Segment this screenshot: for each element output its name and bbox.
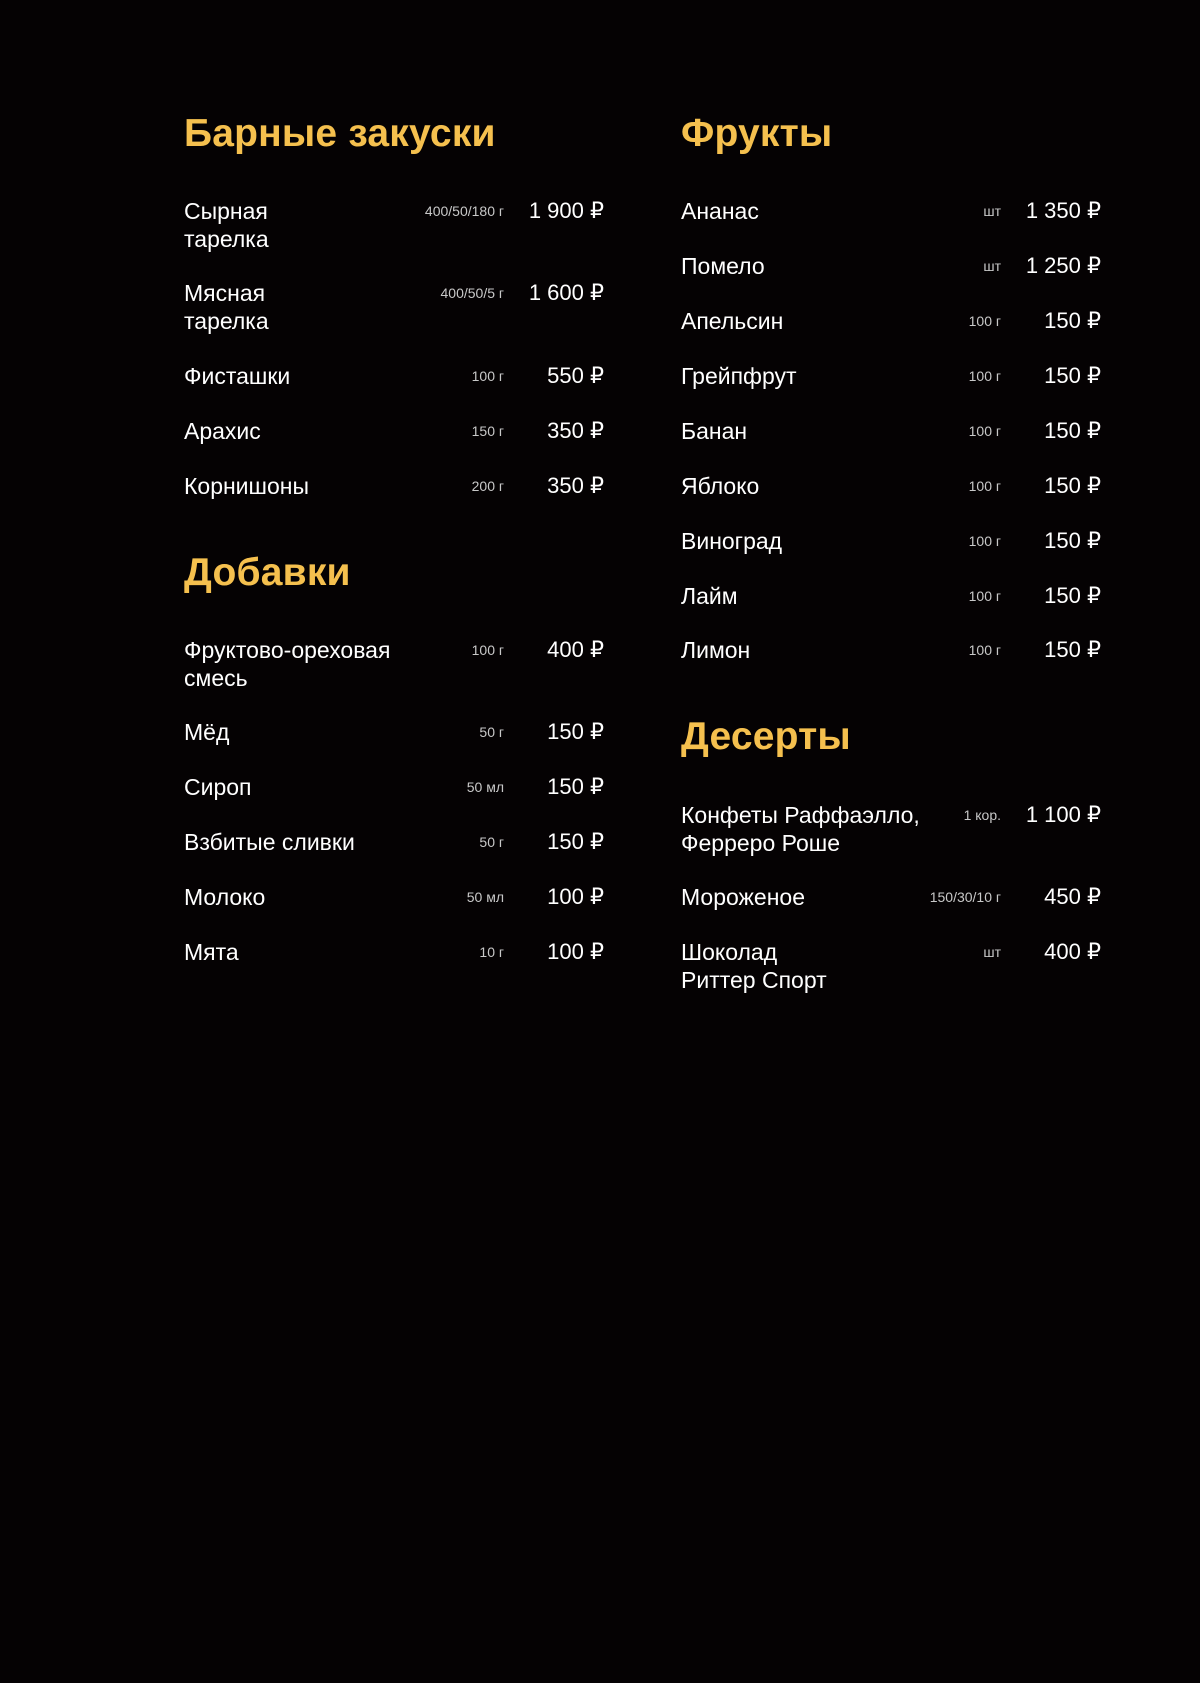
item-price: 1 350 ₽ — [1025, 198, 1101, 223]
item-weight: шт — [983, 944, 1001, 960]
item-name: Апельсин — [681, 308, 784, 334]
item-name: Шоколад Риттер Спорт — [681, 939, 827, 993]
item-weight: 50 г — [479, 724, 504, 740]
item-price: 150 ₽ — [1044, 528, 1101, 553]
menu-item — [184, 636, 604, 696]
menu-item — [184, 279, 604, 339]
item-weight: 200 г — [471, 478, 504, 494]
item-price: 150 ₽ — [1044, 637, 1101, 662]
item-price: 150 ₽ — [1044, 308, 1101, 333]
section-title-fruits: Фрукты — [681, 112, 833, 155]
menu-item — [184, 718, 604, 778]
item-price: 350 ₽ — [547, 418, 604, 443]
item-name: Помело — [681, 253, 765, 279]
item-name: Мороженое — [681, 884, 805, 910]
item-weight: 50 мл — [466, 779, 504, 795]
item-weight: 100 г — [968, 368, 1001, 384]
item-name: Лайм — [681, 583, 738, 609]
item-weight: 100 г — [968, 533, 1001, 549]
item-weight: 150 г — [471, 423, 504, 439]
menu-item — [681, 197, 1101, 257]
menu-item — [681, 252, 1101, 312]
item-weight: 100 г — [471, 642, 504, 658]
menu-item — [184, 773, 604, 833]
menu-item — [184, 197, 604, 257]
item-price: 150 ₽ — [1044, 583, 1101, 608]
menu-item — [681, 938, 1101, 998]
menu-item — [184, 417, 604, 477]
item-price: 400 ₽ — [1044, 939, 1101, 964]
item-price: 100 ₽ — [547, 884, 604, 909]
item-name: Арахис — [184, 418, 261, 444]
item-weight: 50 мл — [466, 889, 504, 905]
item-weight: 150/30/10 г — [929, 889, 1001, 905]
item-name: Ананас — [681, 198, 759, 224]
menu-item — [681, 307, 1101, 367]
item-name: Корнишоны — [184, 473, 310, 499]
menu-item — [681, 883, 1101, 943]
item-price: 150 ₽ — [1044, 363, 1101, 388]
section-title-additions: Добавки — [184, 551, 351, 594]
item-name: Грейпфрут — [681, 363, 797, 389]
item-weight: 10 г — [479, 944, 504, 960]
item-price: 350 ₽ — [547, 473, 604, 498]
item-weight: 100 г — [968, 423, 1001, 439]
item-price: 150 ₽ — [1044, 418, 1101, 443]
menu-item — [681, 636, 1101, 696]
item-weight: шт — [983, 258, 1001, 274]
item-price: 150 ₽ — [547, 829, 604, 854]
item-name: Сироп — [184, 774, 252, 800]
item-weight: 100 г — [968, 588, 1001, 604]
item-name: Взбитые сливки — [184, 829, 355, 855]
item-weight: 100 г — [968, 313, 1001, 329]
menu-item — [681, 362, 1101, 422]
item-price: 150 ₽ — [1044, 473, 1101, 498]
item-name: Фисташки — [184, 363, 291, 389]
item-name: Мёд — [184, 719, 230, 745]
menu-item — [184, 472, 604, 532]
item-name: Конфеты Раффаэлло, Ферреро Роше — [681, 802, 920, 856]
item-name: Банан — [681, 418, 748, 444]
item-weight: 400/50/5 г — [440, 285, 504, 301]
item-weight: 100 г — [968, 642, 1001, 658]
menu-item — [681, 417, 1101, 477]
item-name: Фруктово-ореховая смесь — [184, 637, 391, 691]
menu-item — [681, 472, 1101, 532]
item-price: 550 ₽ — [547, 363, 604, 388]
item-price: 450 ₽ — [1044, 884, 1101, 909]
item-weight: 400/50/180 г — [424, 203, 504, 219]
menu-item — [681, 801, 1101, 861]
item-weight: 1 кор. — [963, 807, 1001, 823]
menu-item — [184, 828, 604, 888]
item-price: 1 900 ₽ — [528, 198, 604, 223]
menu-item — [184, 938, 604, 998]
item-name: Виноград — [681, 528, 783, 554]
section-title-desserts: Десерты — [681, 715, 851, 758]
item-weight: 50 г — [479, 834, 504, 850]
item-name: Молоко — [184, 884, 266, 910]
item-name: Мята — [184, 939, 239, 965]
item-name: Лимон — [681, 637, 751, 663]
menu-item — [681, 527, 1101, 587]
item-price: 150 ₽ — [547, 774, 604, 799]
menu-item — [184, 883, 604, 943]
menu-item — [681, 582, 1101, 642]
item-name: Мясная тарелка — [184, 280, 269, 334]
item-price: 400 ₽ — [547, 637, 604, 662]
item-weight: 100 г — [471, 368, 504, 384]
item-price: 1 600 ₽ — [528, 280, 604, 305]
item-price: 1 250 ₽ — [1025, 253, 1101, 278]
item-price: 150 ₽ — [547, 719, 604, 744]
item-weight: 100 г — [968, 478, 1001, 494]
item-name: Сырная тарелка — [184, 198, 269, 252]
section-title-bar-snacks: Барные закуски — [184, 112, 496, 155]
menu-item — [184, 362, 604, 422]
item-weight: шт — [983, 203, 1001, 219]
item-name: Яблоко — [681, 473, 760, 499]
item-price: 1 100 ₽ — [1025, 802, 1101, 827]
item-price: 100 ₽ — [547, 939, 604, 964]
